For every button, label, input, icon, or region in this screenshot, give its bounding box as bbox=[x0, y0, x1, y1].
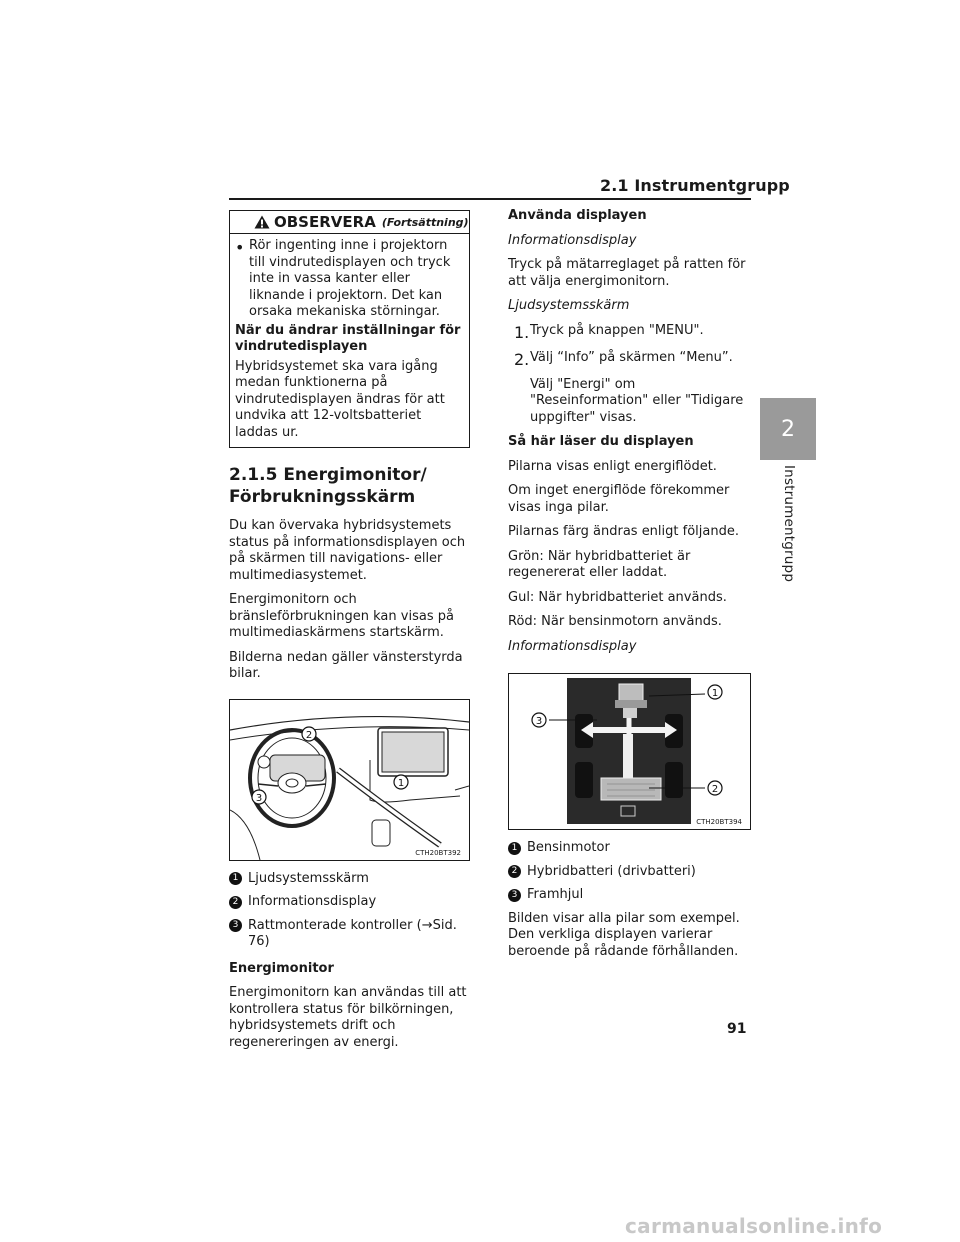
chapter-tab bbox=[760, 398, 816, 460]
figure-label: Informationsdisplay bbox=[508, 638, 637, 654]
dashboard-figure bbox=[229, 699, 470, 861]
step-note: Välj "Energi" om "Reseinformation" eller "Tidigare uppgifter" visas. bbox=[530, 376, 744, 425]
page-header-title: 2.1 Instrumentgrupp bbox=[600, 176, 790, 195]
callout-item: 3 Framhjul bbox=[508, 887, 751, 904]
callout-item: 2 Hybridbatteri (drivbatteri) bbox=[508, 864, 751, 881]
callout-number: 3 bbox=[229, 919, 242, 932]
warning-body bbox=[230, 234, 469, 441]
step-item: 2. Välj “Info” på skärmen “Menu”. bbox=[514, 349, 733, 369]
callout-item: 1 Bensinmotor bbox=[508, 840, 751, 857]
read-display-paragraph: Grön: När hybridbatteriet är regenererat eller laddat. bbox=[508, 548, 691, 580]
section-title: 2.1.5 Energimonitor/ Förbrukningsskärm bbox=[229, 465, 427, 507]
warning-text: Hybridsystemet ska vara igång medan funktionerna på vindrutedisplayen ändras för att undvika att 12-voltsbatteriet laddas ur. bbox=[235, 358, 445, 440]
use-display-heading: Använda displayen bbox=[508, 208, 647, 223]
callout-item bbox=[229, 918, 470, 951]
figure-note: Bilden visar alla pilar som exempel. Den verkliga displayen varierar beroende på rådande förhållanden. bbox=[508, 910, 740, 959]
chapter-number: 2 bbox=[781, 416, 795, 442]
read-display-paragraph: Pilarnas färg ändras enligt följande. bbox=[508, 524, 739, 539]
callout-number: 1 bbox=[229, 872, 242, 885]
callout-number: 3 bbox=[508, 889, 521, 902]
energy-monitor-illustration bbox=[509, 674, 750, 829]
warning-icon bbox=[254, 215, 270, 229]
energy-heading: Energimonitor bbox=[229, 960, 334, 976]
read-display-paragraph: Röd: När bensinmotorn används. bbox=[508, 614, 722, 629]
page-reference-link[interactable]: Rattmonterade kontroller (→Sid. 76) bbox=[248, 917, 457, 949]
warning-box bbox=[229, 210, 470, 448]
svg-text:3: 3 bbox=[535, 716, 543, 727]
warning-bullet: • Rör ingenting inne i projektorn till vindrutedisplayen och tryck inte in vassa kanter eller liknande i projektorn. Det kan orsaka mekaniska störningar. bbox=[235, 238, 451, 319]
read-display-paragraph: Gul: När hybridbatteriet används. bbox=[508, 589, 727, 605]
energy-text: Energimonitorn kan användas till att kontrollera status för bilkörningen, hybridsystemets drift och regenereringen av energi. bbox=[229, 985, 467, 1050]
dashboard-illustration bbox=[230, 700, 469, 860]
warning-header bbox=[230, 211, 469, 234]
info-display-label: Informationsdisplay bbox=[508, 232, 637, 248]
callout-item: 2 Informationsdisplay bbox=[229, 894, 470, 911]
page-number: 91 bbox=[727, 1021, 747, 1037]
audio-screen-label: Ljudsystemsskärm bbox=[508, 298, 630, 313]
chapter-side-label: Instrumentgrupp bbox=[781, 465, 797, 583]
energy-monitor-figure bbox=[508, 673, 751, 830]
callout-number: 2 bbox=[508, 865, 521, 878]
callout-number: 1 bbox=[508, 842, 521, 855]
left-column bbox=[229, 210, 470, 1051]
svg-text:1: 1 bbox=[397, 777, 405, 789]
svg-text:2: 2 bbox=[711, 784, 719, 795]
read-display-paragraph: Om inget energiflöde förekommer visas inga pilar. bbox=[508, 483, 730, 515]
section-paragraph: Energimonitorn och bränsleförbrukningen kan visas på multimediaskärmens startskärm. bbox=[229, 592, 454, 640]
read-display-paragraph: Pilarna visas enligt energiflödet. bbox=[508, 458, 717, 474]
watermark-link[interactable]: carmanualsonline.info bbox=[625, 1214, 883, 1238]
svg-text:2: 2 bbox=[305, 729, 313, 741]
svg-text:3: 3 bbox=[255, 792, 263, 804]
figure-code: CTH20BT392 bbox=[415, 848, 461, 857]
right-column bbox=[508, 208, 751, 960]
figure-code: CTH20BT394 bbox=[696, 818, 742, 826]
section-paragraph: Bilderna nedan gäller vänsterstyrda bilar. bbox=[229, 649, 463, 681]
warning-subtitle: (Fortsättning) bbox=[381, 215, 469, 229]
step-item: 1. Tryck på knappen "MENU". bbox=[514, 322, 704, 342]
read-display-heading: Så här läser du displayen bbox=[508, 434, 694, 449]
section-paragraph: Du kan övervaka hybridsystemets status på informationsdisplayen och på skärmen till navigations- eller multimediasystemet. bbox=[229, 518, 466, 583]
warning-subheading: När du ändrar inställningar för vindrutedisplayen bbox=[235, 322, 461, 354]
info-display-text: Tryck på mätarreglaget på ratten för att välja energimonitorn. bbox=[508, 257, 746, 289]
header-rule bbox=[229, 198, 751, 200]
callout-item: 1 Ljudsystemsskärm bbox=[229, 871, 470, 888]
svg-text:1: 1 bbox=[711, 688, 719, 699]
warning-title: OBSERVERA bbox=[274, 213, 376, 231]
callout-number: 2 bbox=[229, 896, 242, 909]
